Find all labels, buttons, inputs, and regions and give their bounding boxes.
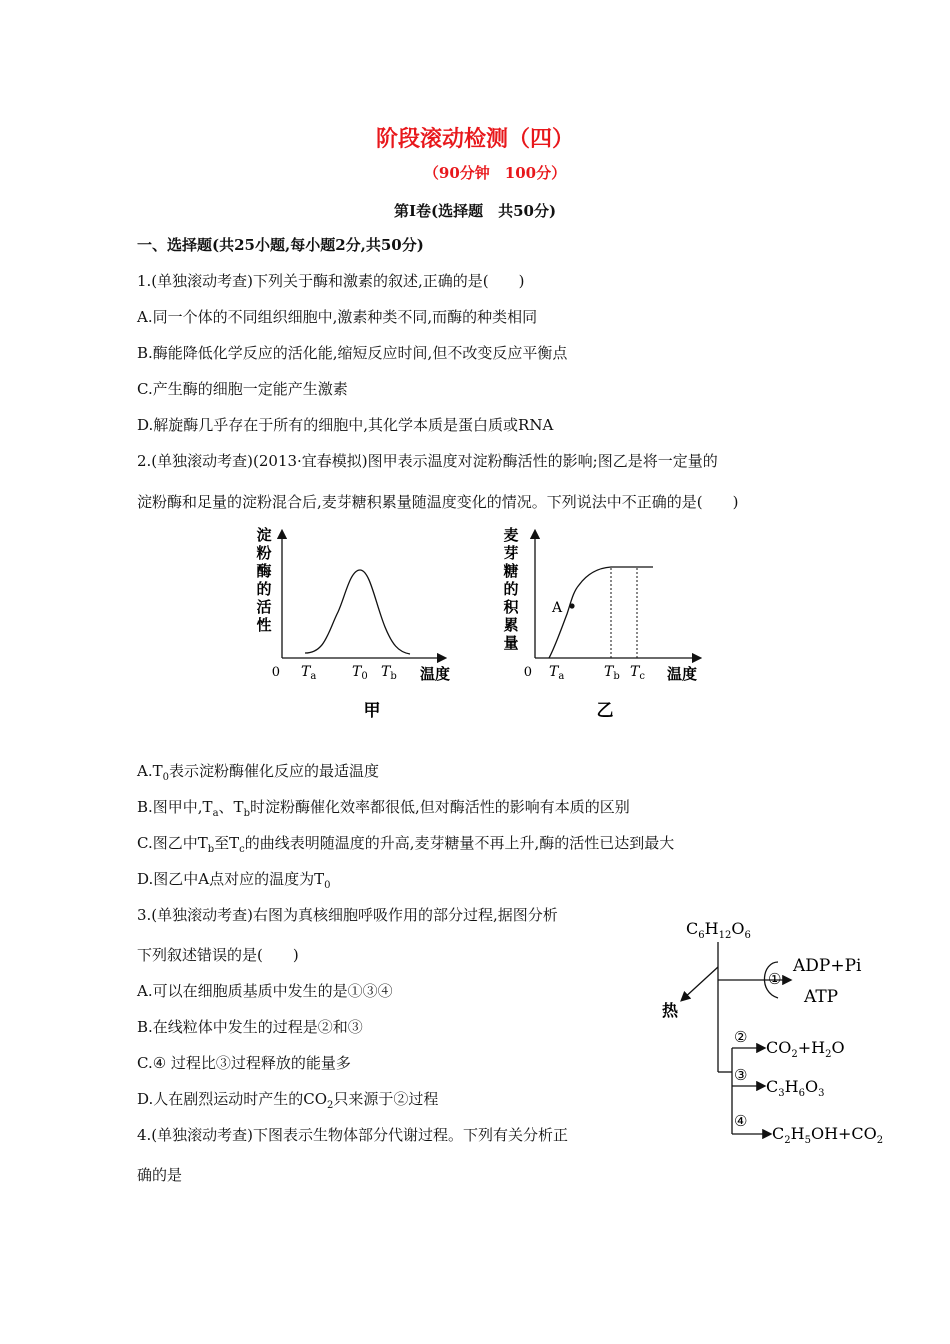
chart-yi-point-a-label: A	[552, 600, 563, 616]
q3-stem-line2: 下列叙述错误的是( )	[137, 946, 299, 964]
section-title: 第Ⅰ卷(选择题 共50分)	[393, 202, 557, 220]
respiration-diagram	[650, 912, 895, 1152]
chart-jia-tick-tb: $T_b$	[381, 664, 397, 682]
heat-label: 热	[662, 1001, 679, 1020]
q1-option-b: B.酶能降低化学反应的活化能,缩短反应时间,但不改变反应平衡点	[137, 344, 568, 362]
chart-jia-tick-t0: $T_0$	[352, 664, 368, 682]
q2-stem-line2: 淀粉酶和足量的淀粉混合后,麦芽糖积累量随温度变化的情况。下列说法中不正确的是( )	[137, 493, 739, 511]
q1-option-a: A.同一个体的不同组织细胞中,激素种类不同,而酶的种类相同	[137, 308, 538, 326]
q3-option-d: D.人在剧烈运动时产生的$CO_2$只来源于②过程	[137, 1090, 439, 1111]
glucose-formula: $C_6H_{12}O_6$	[686, 919, 751, 941]
page-title: 阶段滚动检测（四）	[375, 126, 574, 152]
q4-stem-line1: 4.(单独滚动考查)下图表示生物体部分代谢过程。下列有关分析正	[137, 1126, 569, 1144]
q3-option-a: A.可以在细胞质基质中发生的是①③④	[137, 982, 393, 1000]
chart-jia-xlabel: 温度	[420, 665, 451, 683]
q2-option-b: B.图甲中$,T_a$、$T_b$时淀粉酶催化效率都很低,但对酶活性的影响有本质的区别	[137, 798, 630, 819]
product-2-label: $CO_2+H_2O$	[766, 1038, 845, 1060]
q2-option-c: C.图乙中$T_b$至$T_c$的曲线表明随温度的升高,麦芽糖量不再上升,酶的活性已达到最大	[137, 834, 675, 855]
chart-jia-caption: 甲	[363, 701, 381, 721]
q2-option-d: D.图乙中A点对应的温度为$T_0$	[137, 870, 331, 891]
q1-stem: 1.(单独滚动考查)下列关于酶和激素的叙述,正确的是( )	[137, 272, 525, 290]
chart-yi-xlabel: 温度	[667, 665, 698, 683]
chart-jia-ylabel: 淀粉酶的活性	[256, 526, 272, 634]
chart-yi-tick-tb: $T_b$	[604, 664, 620, 682]
heat-arrow	[682, 967, 718, 1000]
q3-option-c: C.④ 过程比③过程释放的能量多	[137, 1054, 351, 1072]
q1-option-d: D.解旋酶几乎存在于所有的细胞中,其化学本质是蛋白质或RNA	[137, 416, 554, 434]
q3-stem-line1: 3.(单独滚动考查)右图为真核细胞呼吸作用的部分过程,据图分析	[137, 906, 558, 924]
chart-yi-point-a	[569, 603, 574, 608]
chart-yi-tick-tc: $T_c$	[630, 664, 645, 682]
part-heading: 一、选择题(共25小题,每小题2分,共50分)	[137, 236, 424, 254]
chart-jia-origin: 0	[271, 665, 280, 680]
step-4-label: ④	[734, 1112, 748, 1130]
chart-yi	[497, 522, 712, 722]
step-1-label: ①	[768, 970, 782, 988]
chart-yi-origin: 0	[523, 665, 532, 680]
q1-option-c: C.产生酶的细胞一定能产生激素	[137, 380, 348, 398]
adp-label: ADP+Pi	[793, 956, 862, 976]
chart-jia	[250, 522, 465, 722]
product-3-label: $C_3H_6O_3$	[766, 1077, 825, 1099]
chart-jia-curve	[305, 570, 410, 654]
atp-label: ATP	[804, 987, 839, 1007]
chart-yi-tick-ta: $T_a$	[549, 664, 565, 682]
time-score: （90分钟 100分）	[423, 164, 567, 182]
q2-option-a: $A.T_0$表示淀粉酶催化反应的最适温度	[137, 762, 379, 783]
chart-yi-caption: 乙	[596, 701, 614, 721]
step-2-label: ②	[734, 1028, 748, 1046]
q2-stem-line1: 2.(单独滚动考查)(2013·宜春模拟)图甲表示温度对淀粉酶活性的影响;图乙是将一定量的	[137, 452, 718, 470]
step-3-label: ③	[734, 1066, 748, 1084]
q4-stem-line2: 确的是	[137, 1166, 183, 1184]
q3-option-b: B.在线粒体中发生的过程是②和③	[137, 1018, 363, 1036]
product-4-label: $C_2H_5OH+CO_2$	[772, 1124, 884, 1146]
chart-yi-ylabel: 麦芽糖的积累量	[503, 526, 519, 652]
chart-jia-tick-ta: $T_a$	[301, 664, 317, 682]
